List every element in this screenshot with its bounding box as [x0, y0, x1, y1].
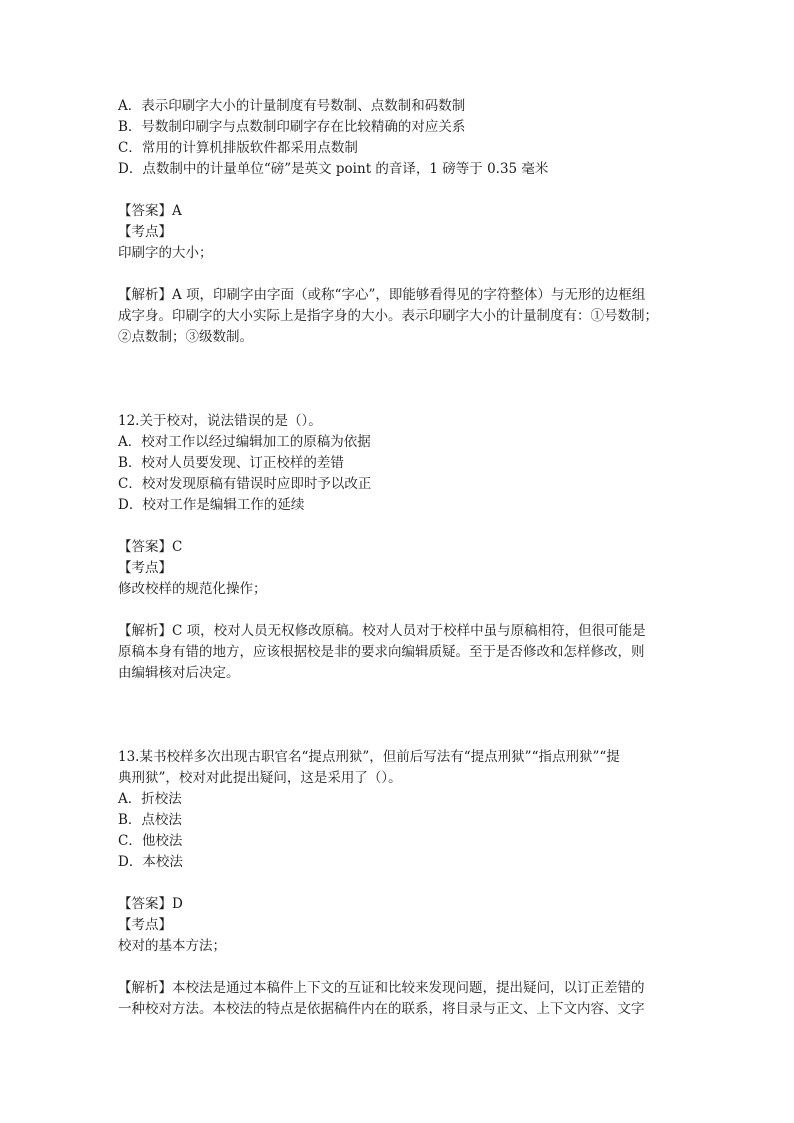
q12-analysis-line-2: 原稿本身有错的地方，应该根据校是非的要求向编辑质疑。至于是否修改和怎样修改，则 [118, 644, 645, 660]
q11-block [118, 96, 678, 348]
q11-analysis-line-1: 【解析】A 项，印刷字由字面（或称“字心”，即能够看得见的字符整体）与无形的边框组 [118, 287, 646, 303]
q13-kaodian: 校对的基本方法； [118, 938, 226, 954]
q13-question-line-1: 13.某书校样多次出现古职官名“提点刑狱”，但前后写法有“提点刑狱”“指点刑狱”“提 [118, 749, 620, 765]
q12-option-c: C．校对发现原稿有错误时应即时予以改正 [118, 476, 372, 492]
q12-option-a: A．校对工作以经过编辑加工的原稿为依据 [118, 434, 371, 450]
q12-question: 12.关于校对，说法错误的是（）。 [118, 413, 322, 429]
q11-option-c: C．常用的计算机排版软件都采用点数制 [118, 140, 358, 156]
q12-block [118, 411, 678, 684]
q12-kaodian-label: 【考点】 [118, 560, 172, 576]
q13-block [118, 747, 678, 1020]
q13-option-a: A．折校法 [118, 791, 182, 807]
q11-option-a: A．表示印刷字大小的计量制度有号数制、点数制和码数制 [118, 98, 466, 114]
q12-answer: 【答案】C [118, 539, 183, 555]
q13-option-b: B．点校法 [118, 812, 182, 828]
q12-option-b: B．校对人员要发现、订正校样的差错 [118, 455, 344, 471]
q12-analysis-line-1: 【解析】C 项，校对人员无权修改原稿。校对人员对于校样中虽与原稿相符，但很可能是 [118, 623, 646, 639]
q11-answer: 【答案】A [118, 203, 182, 219]
q12-option-d: D．校对工作是编辑工作的延续 [118, 497, 305, 513]
q13-analysis-line-2: 一种校对方法。本校法的特点是依据稿件内在的联系，将目录与正文、上下文内容、文字 [118, 1001, 645, 1017]
q12-kaodian: 修改校样的规范化操作； [118, 581, 267, 597]
q13-option-d: D．本校法 [118, 854, 183, 870]
q13-question-line-2: 典刑狱”，校对对此提出疑问，这是采用了（）。 [118, 770, 402, 786]
q11-kaodian: 印刷字的大小； [118, 245, 213, 261]
q13-answer: 【答案】D [118, 896, 183, 912]
q11-analysis-line-2: 成字身。印刷字的大小实际上是指字身的大小。表示印刷字大小的计量制度有：①号数制； [118, 308, 658, 324]
document-page [118, 96, 678, 1020]
q11-analysis-line-3: ②点数制；③级数制。 [118, 329, 253, 345]
q13-option-c: C．他校法 [118, 833, 183, 849]
q13-analysis-line-1: 【解析】本校法是通过本稿件上下文的互证和比较来发现问题，提出疑问，以订正差错的 [118, 980, 645, 996]
q11-kaodian-label: 【考点】 [118, 224, 172, 240]
q11-option-b: B．号数制印刷字与点数制印刷字存在比较精确的对应关系 [118, 119, 466, 135]
q12-analysis-line-3: 由编辑核对后决定。 [118, 665, 240, 681]
q13-kaodian-label: 【考点】 [118, 917, 172, 933]
q11-option-d: D．点数制中的计量单位“磅”是英文 point 的音译，1 磅等于 0.35 毫米 [118, 161, 549, 177]
